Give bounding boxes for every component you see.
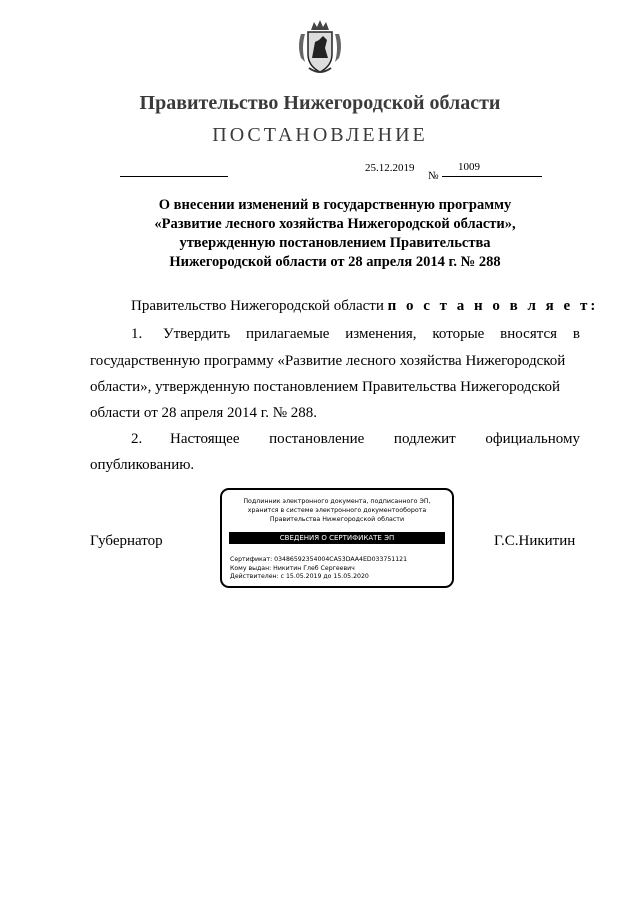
certificate-holder: Кому выдан: Никитин Глеб Сергеевич	[230, 564, 355, 572]
item1-word: прилагаемые	[246, 326, 330, 342]
heading-line-3: утвержденную постановлением Правительства	[179, 235, 491, 251]
item1-line-3: области», утвержденную постановлением Правительства Нижегородской	[90, 379, 560, 395]
heading-line-2: «Развитие лесного хозяйства Нижегородской области»,	[154, 216, 516, 232]
document-heading	[90, 196, 580, 272]
government-title: Правительство Нижегородской области	[139, 92, 501, 114]
blank-date-line	[120, 176, 228, 177]
item1-word: Утвердить	[163, 326, 231, 342]
signer-position: Губернатор	[90, 533, 163, 549]
stamp-header-line-2: хранится в системе электронного документооборота	[247, 507, 427, 514]
document-type: ПОСТАНОВЛЕНИЕ	[212, 124, 428, 146]
item1-line-4: области от 28 апреля 2014 г. № 288.	[90, 405, 318, 421]
item1-word: изменения,	[345, 326, 417, 342]
heading-line-1: О внесении изменений в государственную программу	[158, 197, 512, 213]
number-line	[442, 176, 542, 177]
item1-word: в	[572, 326, 580, 342]
item1-line-2: государственную программу «Развитие лесного хозяйства Нижегородской	[90, 353, 566, 369]
item1-word: которые	[432, 326, 485, 342]
item2-word: постановление	[269, 431, 365, 447]
item2-word: Настоящее	[170, 431, 240, 447]
certificate-validity: Действителен: с 15.05.2019 до 15.05.2020	[230, 573, 369, 581]
certificate-number: Сертификат: 03486592354004CA53DAA4ED033751121	[230, 556, 408, 563]
item1-word: вносятся	[500, 326, 558, 342]
item2-line-2: опубликованию.	[90, 457, 195, 473]
certificate-info-bar: СВЕДЕНИЯ О СЕРТИФИКАТЕ ЭП	[229, 532, 445, 544]
item2-word: официальному	[485, 431, 580, 447]
intro-text: Правительство Нижегородской области	[131, 298, 388, 314]
item1-number: 1.	[131, 326, 143, 342]
stamp-header-line-3: Правительства Нижегородской области	[269, 516, 405, 523]
number-sign: №	[428, 170, 439, 182]
stamp-header-line-1: Подлинник электронного документа, подписанного ЭП,	[243, 498, 431, 505]
item2-word: подлежит	[393, 431, 456, 447]
coat-of-arms-emblem	[297, 18, 343, 76]
signer-name: Г.С.Никитин	[494, 533, 576, 549]
heading-line-4: Нижегородской области от 28 апреля 2014 г. № 288	[169, 254, 501, 270]
item1-line-1	[163, 326, 580, 343]
item2-line-1	[170, 431, 580, 448]
electronic-signature-stamp	[220, 488, 454, 588]
intro-paragraph	[131, 298, 598, 315]
certificate-details	[230, 556, 407, 582]
item2-number: 2.	[131, 431, 143, 447]
intro-verb: п о с т а н о в л я е т:	[387, 298, 599, 314]
document-date: 25.12.2019	[365, 162, 415, 174]
document-number: 1009	[458, 161, 480, 173]
stamp-header	[222, 497, 452, 524]
